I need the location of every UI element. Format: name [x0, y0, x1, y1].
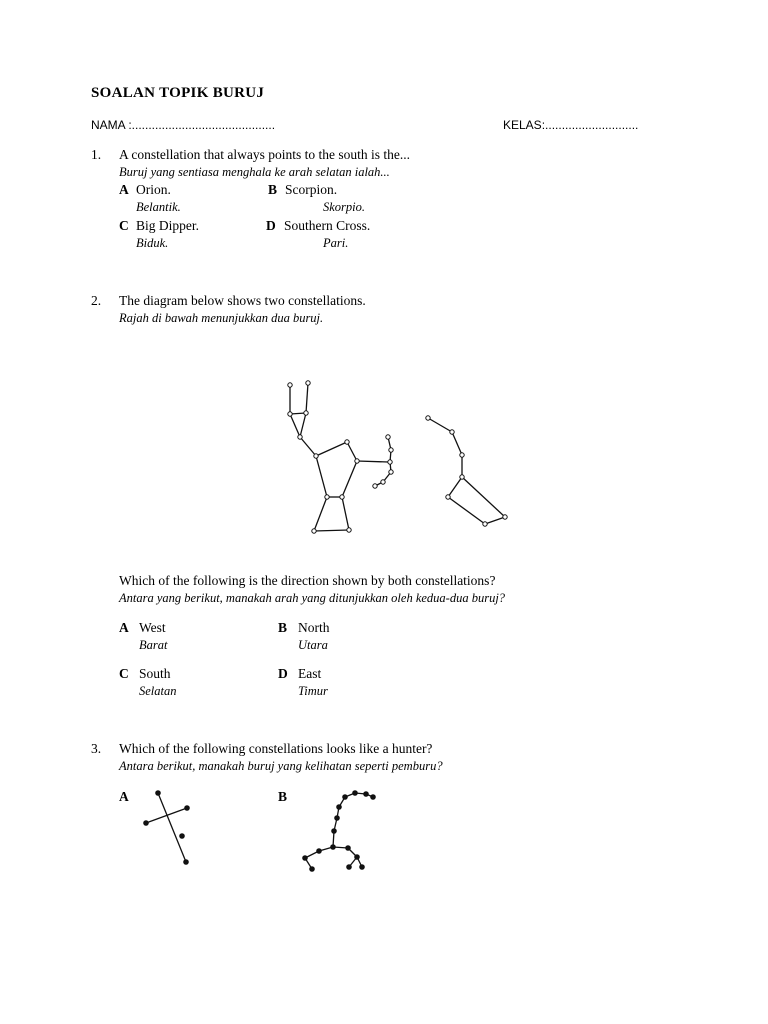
q1-option-a-en: Orion. [136, 182, 171, 197]
star [180, 834, 185, 839]
star [156, 791, 161, 796]
star [355, 855, 360, 860]
star [346, 846, 351, 851]
q1-option-a-ms: Belantik. [136, 200, 181, 214]
q2-number: 2. [91, 293, 102, 308]
q2-option-b-en: North [298, 620, 330, 635]
star [185, 806, 190, 811]
star [332, 829, 337, 834]
q1-option-c-en: Big Dipper. [136, 218, 199, 233]
q1-question-en: A constellation that always points to the south is the... [119, 147, 410, 162]
q2-option-b-letter: B [278, 620, 288, 635]
q1-option-c-ms: Biduk. [136, 236, 169, 250]
star [337, 805, 342, 810]
q2-option-c-letter: C [119, 666, 129, 681]
worksheet-title: SOALAN TOPIK BURUJ [91, 85, 265, 101]
q1-option-a-letter: A [119, 182, 129, 197]
q1-option-d-letter: D [266, 218, 276, 233]
star [335, 816, 340, 821]
q2-subquestion-en: Which of the following is the direction shown by both constellations? [119, 573, 496, 588]
cross-constellation [144, 791, 190, 865]
q2-option-a-en: West [139, 620, 166, 635]
star [144, 821, 149, 826]
q2-option-c-ms: Selatan [139, 684, 177, 698]
q1-option-b-ms: Skorpio. [323, 200, 366, 214]
q3-option-a-letter: A [119, 789, 129, 804]
q2-question-en: The diagram below shows two constellations. [119, 293, 366, 308]
class-field: KELAS:............................ [503, 118, 639, 132]
q1-option-d-ms: Pari. [323, 236, 349, 250]
q2-option-a-letter: A [119, 620, 129, 635]
q1-question-ms: Buruj yang sentiasa menghala ke arah selatan ialah... [119, 165, 390, 179]
star [184, 860, 189, 865]
star [317, 849, 322, 854]
star [331, 845, 336, 850]
q1-option-c-letter: C [119, 218, 129, 233]
star [360, 865, 365, 870]
q3-question-ms: Antara berikut, manakah buruj yang kelihatan seperti pemburu? [119, 759, 443, 773]
q1-option-d-en: Southern Cross. [284, 218, 371, 233]
q2-question-ms: Rajah di bawah menunjukkan dua buruj. [119, 311, 324, 325]
q3-question-en: Which of the following constellations looks like a hunter? [119, 741, 433, 756]
star [371, 795, 376, 800]
q1-option-b-letter: B [268, 182, 278, 197]
q2-option-c-en: South [139, 666, 171, 681]
q2-option-d-letter: D [278, 666, 288, 681]
q1-number: 1. [91, 147, 102, 162]
q3-number: 3. [91, 741, 102, 756]
star [310, 867, 315, 872]
star [343, 795, 348, 800]
q2-option-d-ms: Timur [298, 684, 328, 698]
q2-option-d-en: East [298, 666, 322, 681]
scorpion-constellation [303, 791, 376, 872]
star [303, 856, 308, 861]
name-field: NAMA :........................................... [91, 118, 276, 132]
q2-subquestion-ms: Antara yang berikut, manakah arah yang ditunjukkan oleh kedua-dua buruj? [119, 591, 506, 605]
star [353, 791, 358, 796]
q1-option-b-en: Scorpion. [285, 182, 338, 197]
star [347, 865, 352, 870]
q2-option-a-ms: Barat [139, 638, 168, 652]
q2-option-b-ms: Utara [298, 638, 328, 652]
star [364, 792, 369, 797]
q3-option-b-letter: B [278, 789, 288, 804]
